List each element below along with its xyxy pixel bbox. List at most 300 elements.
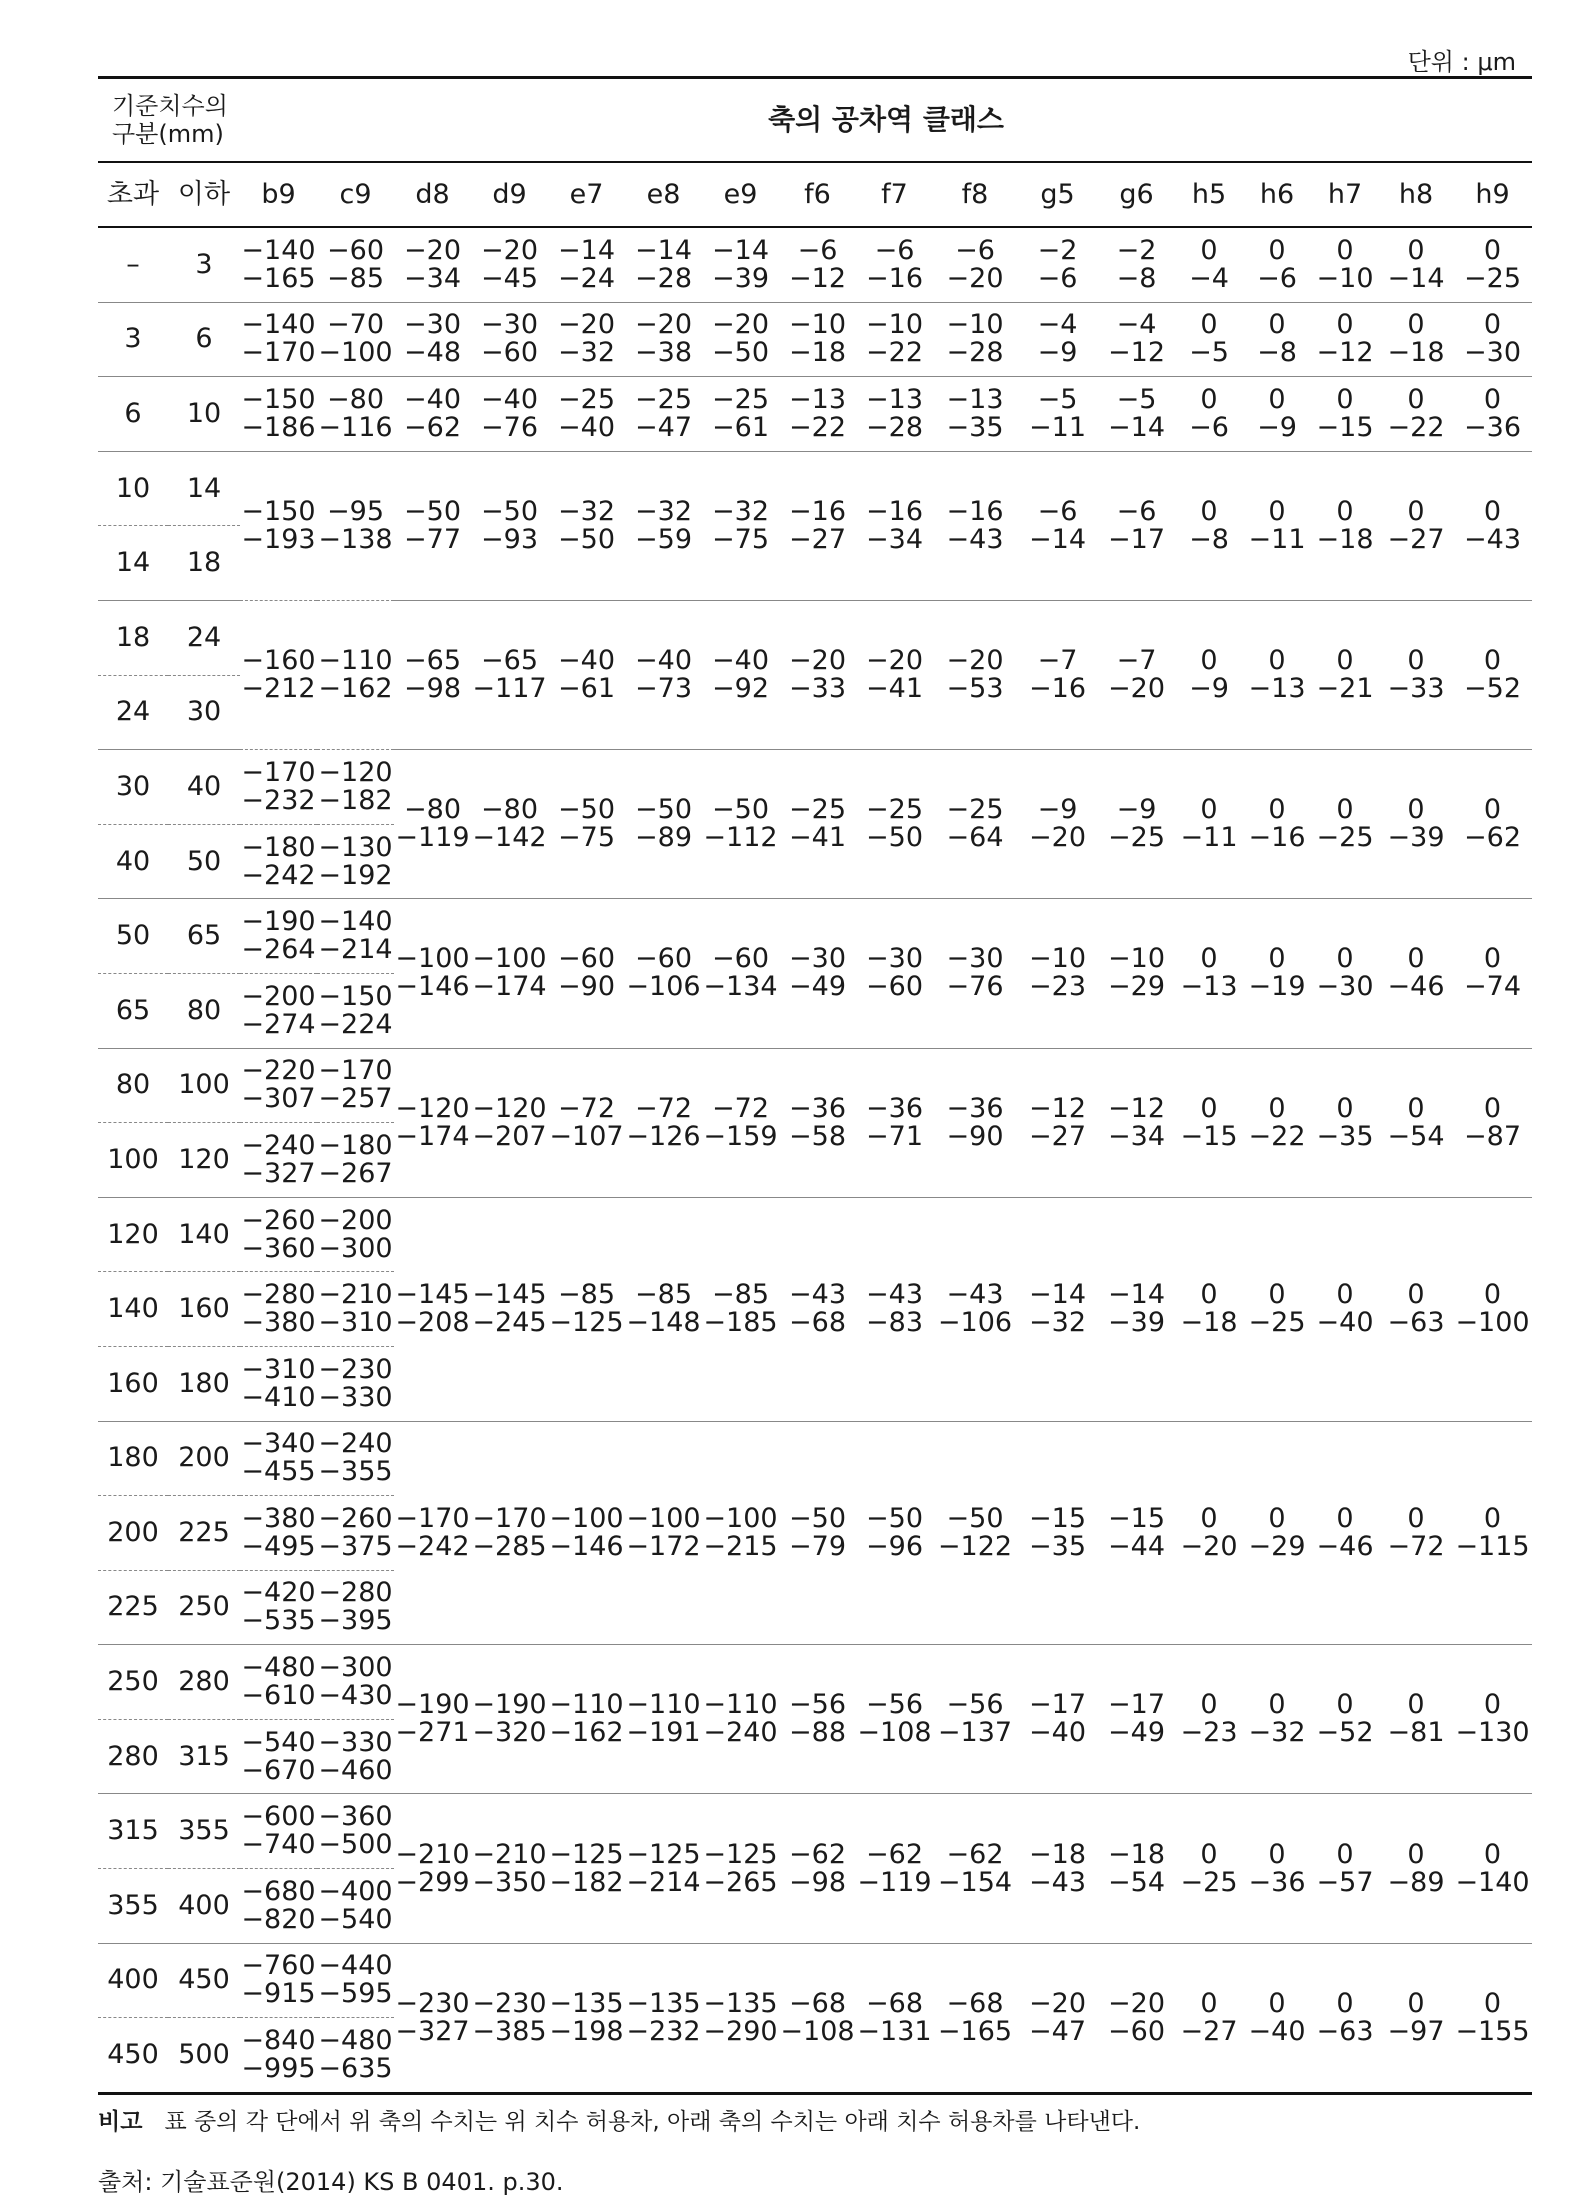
lower-deviation: −61	[712, 411, 769, 443]
lower-deviation: −214	[318, 934, 393, 966]
upper-deviation: −50	[789, 1502, 846, 1534]
tolerance-cell	[702, 1645, 779, 1794]
lower-deviation: −62	[1464, 822, 1522, 854]
lower-deviation: −34	[404, 262, 461, 294]
size-over: 280	[98, 1719, 168, 1794]
tolerance-cell	[240, 1123, 317, 1198]
tolerance-cell	[548, 600, 625, 749]
lower-deviation: −320	[472, 1717, 547, 1749]
tolerance-cell	[548, 1421, 625, 1645]
upper-deviation: 0	[1268, 1689, 1286, 1721]
lower-deviation: −98	[404, 673, 461, 705]
tolerance-cell	[625, 600, 702, 749]
tolerance-cell	[317, 1645, 394, 1720]
lower-deviation: −108	[780, 2015, 855, 2047]
upper-deviation: −420	[241, 1577, 316, 1609]
tolerance-cell	[317, 2018, 394, 2094]
tolerance-cell	[1243, 1645, 1311, 1794]
upper-deviation: 0	[1268, 495, 1286, 527]
tolerance-cell	[1453, 1794, 1532, 1943]
lower-deviation: −20	[946, 262, 1004, 294]
upper-deviation: −80	[481, 794, 538, 826]
tolerance-cell	[1243, 600, 1311, 749]
tolerance-cell	[702, 227, 779, 302]
table-row	[98, 451, 1532, 526]
lower-deviation: −267	[318, 1157, 393, 1189]
upper-deviation: −12	[1029, 1092, 1086, 1124]
tolerance-cell	[317, 302, 394, 377]
lower-deviation: −995	[241, 2053, 316, 2085]
upper-deviation: −9	[1116, 794, 1157, 826]
tolerance-cell	[317, 899, 394, 974]
tolerance-cell	[317, 1794, 394, 1869]
upper-deviation: 0	[1336, 383, 1354, 415]
upper-deviation: 0	[1268, 309, 1286, 341]
upper-deviation: −330	[318, 1726, 393, 1758]
upper-deviation: −380	[241, 1502, 316, 1534]
lower-deviation: −130	[1455, 1717, 1530, 1749]
tolerance-cell	[548, 1048, 625, 1197]
tolerance-cell	[933, 227, 1017, 302]
tolerance-cell	[1175, 377, 1243, 452]
upper-deviation: −15	[1029, 1502, 1086, 1534]
upper-deviation: −80	[327, 383, 384, 415]
tolerance-cell	[1243, 1197, 1311, 1421]
upper-deviation: −240	[241, 1129, 316, 1161]
lower-deviation: −8	[1116, 262, 1157, 294]
tolerance-cell	[1453, 1048, 1532, 1197]
upper-deviation: 0	[1483, 794, 1502, 826]
upper-deviation: −210	[395, 1838, 470, 1870]
tolerance-cell	[394, 600, 471, 749]
upper-deviation: −100	[626, 1502, 701, 1534]
table-row	[98, 899, 1532, 974]
lower-deviation: −35	[1029, 1530, 1086, 1562]
tolerance-cell	[1243, 1048, 1311, 1197]
upper-deviation: −120	[472, 1092, 547, 1124]
tolerance-cell	[471, 899, 548, 1048]
tolerance-cell	[1379, 750, 1453, 899]
tolerance-cell	[548, 1645, 625, 1794]
lower-deviation: −112	[703, 822, 778, 854]
tolerance-cell	[1017, 1645, 1098, 1794]
class-header: h5	[1175, 162, 1243, 227]
upper-deviation: 0	[1407, 943, 1425, 975]
tolerance-cell	[1379, 899, 1453, 1048]
upper-deviation: 0	[1268, 1092, 1286, 1124]
upper-deviation: −20	[866, 645, 923, 677]
tolerance-cell	[779, 227, 856, 302]
tolerance-cell	[1379, 302, 1453, 377]
size-over: 80	[98, 1048, 168, 1123]
upper-deviation: −25	[558, 383, 615, 415]
class-header: f8	[933, 162, 1017, 227]
upper-deviation: −110	[703, 1689, 778, 1721]
size-over: 3	[98, 302, 168, 377]
upper-deviation: −20	[712, 309, 769, 341]
lower-deviation: −20	[1108, 673, 1165, 705]
tolerance-cell	[1379, 1645, 1453, 1794]
class-header: g5	[1017, 162, 1098, 227]
tolerance-cell	[1311, 451, 1379, 600]
lower-deviation: −257	[318, 1083, 393, 1115]
tolerance-cell	[856, 1421, 933, 1645]
upper-deviation: 0	[1407, 495, 1425, 527]
tolerance-cell	[1017, 1421, 1098, 1645]
lower-deviation: −25	[1464, 262, 1522, 294]
lower-deviation: −174	[395, 1120, 470, 1152]
upper-deviation: −125	[549, 1838, 624, 1870]
upper-deviation: −10	[789, 309, 846, 341]
lower-deviation: −88	[789, 1717, 846, 1749]
upper-deviation: 0	[1483, 645, 1502, 677]
lower-deviation: −670	[241, 1754, 316, 1786]
size-upto: 6	[168, 302, 240, 377]
lower-deviation: −6	[1257, 262, 1297, 294]
lower-deviation: −32	[558, 337, 615, 369]
tolerance-cell	[779, 1794, 856, 1943]
upper-deviation: 0	[1407, 234, 1425, 266]
upper-deviation: 0	[1268, 234, 1286, 266]
size-over: 400	[98, 1943, 168, 2018]
lower-deviation: −16	[866, 262, 923, 294]
upper-deviation: −10	[866, 309, 923, 341]
tolerance-cell	[548, 750, 625, 899]
tolerance-cell	[1175, 1421, 1243, 1645]
tolerance-cell	[471, 302, 548, 377]
lower-deviation: −146	[395, 971, 470, 1003]
lower-deviation: −11	[1180, 822, 1238, 854]
lower-deviation: −172	[626, 1530, 701, 1562]
upper-deviation: −145	[472, 1279, 547, 1311]
lower-deviation: −162	[318, 673, 393, 705]
lower-deviation: −17	[1108, 523, 1165, 555]
upper-deviation: −4	[1116, 309, 1157, 341]
tolerance-cell	[1175, 302, 1243, 377]
upper-deviation: −7	[1037, 645, 1078, 677]
upper-deviation: −68	[946, 1987, 1004, 2019]
lower-deviation: −89	[1387, 1866, 1445, 1898]
tolerance-cell	[1453, 1943, 1532, 2093]
tolerance-cell	[933, 1197, 1017, 1421]
lower-deviation: −64	[946, 822, 1004, 854]
tolerance-cell	[1175, 750, 1243, 899]
table-row	[98, 377, 1532, 452]
tolerance-cell	[625, 1197, 702, 1421]
unit-label: 단위 : μm	[1407, 48, 1516, 76]
tolerance-cell	[471, 1197, 548, 1421]
lower-deviation: −38	[635, 337, 692, 369]
tolerance-table	[98, 76, 1532, 2095]
tolerance-cell	[1098, 1197, 1175, 1421]
lower-deviation: −53	[946, 673, 1004, 705]
tolerance-cell	[1098, 377, 1175, 452]
upper-deviation: −72	[712, 1092, 769, 1124]
lower-deviation: −29	[1108, 971, 1165, 1003]
lower-deviation: −72	[1387, 1530, 1445, 1562]
upper-deviation: −135	[703, 1987, 778, 2019]
upper-deviation: −30	[481, 309, 538, 341]
note-text: 표 중의 각 단에서 위 축의 수치는 위 치수 허용차, 아래 축의 수치는 아래 치수 허용차를 나타낸다.	[164, 2108, 1141, 2135]
lower-deviation: −36	[1248, 1866, 1306, 1898]
upper-deviation: −68	[789, 1987, 846, 2019]
tolerance-cell	[1379, 600, 1453, 749]
lower-deviation: −117	[472, 673, 547, 705]
tolerance-cell	[1243, 377, 1311, 452]
tolerance-cell	[1379, 1197, 1453, 1421]
upper-deviation: 0	[1407, 794, 1425, 826]
tolerance-cell	[933, 750, 1017, 899]
tolerance-cell	[1017, 1048, 1098, 1197]
tolerance-cell	[317, 1123, 394, 1198]
upper-deviation: −100	[472, 943, 547, 975]
tolerance-cell	[1243, 1943, 1311, 2093]
size-over: 450	[98, 2018, 168, 2094]
upper-deviation: −2	[1037, 234, 1078, 266]
upper-deviation: −25	[946, 794, 1004, 826]
upper-deviation: −5	[1116, 383, 1157, 415]
upper-deviation: −180	[241, 831, 316, 863]
upper-deviation: −43	[946, 1279, 1004, 1311]
tolerance-cell	[856, 377, 933, 452]
tolerance-cell	[317, 377, 394, 452]
lower-deviation: −159	[703, 1120, 778, 1152]
tolerance-cell	[317, 1272, 394, 1347]
tolerance-cell	[625, 1943, 702, 2093]
upper-deviation: −125	[626, 1838, 701, 1870]
lower-deviation: −740	[241, 1829, 316, 1861]
tolerance-cell	[471, 377, 548, 452]
lower-deviation: −23	[1180, 1717, 1238, 1749]
upper-deviation: 0	[1483, 1689, 1502, 1721]
lower-deviation: −12	[1108, 337, 1165, 369]
lower-deviation: −116	[318, 411, 393, 443]
lower-deviation: −208	[395, 1307, 470, 1339]
upper-deviation: 0	[1407, 1838, 1425, 1870]
tolerance-cell	[1243, 451, 1311, 600]
lower-deviation: −14	[1387, 262, 1445, 294]
upper-deviation: −40	[558, 645, 615, 677]
lower-deviation: −28	[866, 411, 923, 443]
lower-deviation: −32	[1248, 1717, 1306, 1749]
lower-deviation: −30	[1464, 337, 1522, 369]
upper-deviation: 0	[1483, 1092, 1502, 1124]
table-row	[98, 1645, 1532, 1720]
upper-deviation: −40	[481, 383, 538, 415]
lower-deviation: −165	[937, 2015, 1013, 2047]
lower-deviation: −68	[789, 1307, 846, 1339]
tolerance-cell	[702, 1794, 779, 1943]
lower-deviation: −21	[1316, 673, 1374, 705]
tolerance-cell	[779, 1048, 856, 1197]
table-note	[98, 2103, 1516, 2136]
size-over: 14	[98, 526, 168, 601]
lower-deviation: −327	[241, 1157, 316, 1189]
lower-deviation: −134	[703, 971, 778, 1003]
lower-deviation: −122	[937, 1530, 1013, 1562]
upper-deviation: 0	[1268, 383, 1286, 415]
upper-deviation: −10	[1108, 943, 1165, 975]
lower-deviation: −6	[1037, 262, 1078, 294]
tolerance-cell	[856, 750, 933, 899]
header-row-1	[98, 78, 1532, 163]
table-row	[98, 1421, 1532, 1496]
tolerance-cell	[394, 377, 471, 452]
tolerance-cell	[317, 1570, 394, 1645]
tolerance-cell	[1017, 600, 1098, 749]
lower-deviation: −92	[712, 673, 769, 705]
lower-deviation: −108	[857, 1717, 932, 1749]
tolerance-cell	[933, 1048, 1017, 1197]
upper-deviation: −14	[1108, 1279, 1165, 1311]
tolerance-cell	[1017, 1943, 1098, 2093]
upper-deviation: −680	[241, 1875, 316, 1907]
upper-deviation: 0	[1200, 645, 1218, 677]
tolerance-cell	[625, 1645, 702, 1794]
tolerance-cell	[240, 2018, 317, 2094]
upper-deviation: 0	[1336, 309, 1354, 341]
lower-deviation: −4	[1189, 262, 1229, 294]
lower-deviation: −29	[1248, 1530, 1306, 1562]
upper-deviation: −230	[318, 1353, 393, 1385]
upper-deviation: −14	[558, 234, 615, 266]
lower-deviation: −9	[1037, 337, 1078, 369]
tolerance-cell	[1453, 227, 1532, 302]
upper-deviation: −43	[789, 1279, 846, 1311]
tolerance-cell	[702, 1197, 779, 1421]
lower-deviation: −33	[789, 673, 846, 705]
tolerance-cell	[625, 1048, 702, 1197]
tolerance-cell	[240, 1943, 317, 2018]
tolerance-cell	[394, 451, 471, 600]
size-upto: 160	[168, 1272, 240, 1347]
upper-deviation: −600	[241, 1801, 316, 1833]
tolerance-cell	[1017, 1197, 1098, 1421]
upper-deviation: −13	[866, 383, 923, 415]
upper-deviation: 0	[1336, 1092, 1354, 1124]
lower-deviation: −500	[318, 1829, 393, 1861]
lower-deviation: −307	[241, 1083, 316, 1115]
lower-deviation: −25	[1108, 822, 1165, 854]
tolerance-cell	[240, 899, 317, 974]
lower-deviation: −79	[789, 1530, 846, 1562]
class-header: c9	[317, 162, 394, 227]
lower-deviation: −54	[1387, 1120, 1445, 1152]
lower-deviation: −182	[549, 1866, 624, 1898]
lower-deviation: −131	[857, 2015, 932, 2047]
upper-deviation: −14	[712, 234, 769, 266]
tolerance-cell	[394, 1197, 471, 1421]
size-over: 6	[98, 377, 168, 452]
upper-deviation: −310	[241, 1353, 316, 1385]
lower-deviation: −232	[626, 2015, 701, 2047]
tolerance-cell	[1311, 302, 1379, 377]
over-header: 초과	[98, 162, 168, 227]
tolerance-cell	[625, 227, 702, 302]
size-upto: 10	[168, 377, 240, 452]
tolerance-cell	[394, 1048, 471, 1197]
lower-deviation: −395	[318, 1605, 393, 1637]
tolerance-cell	[1311, 1048, 1379, 1197]
lower-deviation: −242	[395, 1530, 470, 1562]
tolerance-cell	[240, 1421, 317, 1496]
tolerance-cell	[1311, 1794, 1379, 1943]
size-upto: 500	[168, 2018, 240, 2094]
upper-deviation: 0	[1336, 943, 1354, 975]
size-over: 50	[98, 899, 168, 974]
upper-deviation: −32	[712, 495, 769, 527]
lower-deviation: −595	[318, 1978, 393, 2010]
tolerance-cell	[1175, 1645, 1243, 1794]
lower-deviation: −39	[1108, 1307, 1165, 1339]
tolerance-cell	[240, 1197, 317, 1272]
upper-deviation: 0	[1483, 234, 1502, 266]
upper-deviation: −340	[241, 1428, 316, 1460]
lower-deviation: −93	[481, 523, 538, 555]
lower-deviation: −49	[789, 971, 846, 1003]
upper-deviation: −60	[558, 943, 615, 975]
tolerance-cell	[856, 1197, 933, 1421]
lower-deviation: −28	[946, 337, 1004, 369]
lower-deviation: −60	[866, 971, 923, 1003]
upper-deviation: −125	[703, 1838, 778, 1870]
lower-deviation: −245	[472, 1307, 547, 1339]
tolerance-cell	[317, 1421, 394, 1496]
upper-deviation: 0	[1200, 1987, 1218, 2019]
tolerance-cell	[317, 750, 394, 825]
lower-deviation: −22	[866, 337, 923, 369]
upper-deviation: −480	[318, 2025, 393, 2057]
size-upto: 120	[168, 1123, 240, 1198]
tolerance-cell	[1311, 750, 1379, 899]
size-over: 355	[98, 1869, 168, 1944]
table-row	[98, 227, 1532, 302]
upper-deviation: −32	[635, 495, 692, 527]
tolerance-cell	[1243, 750, 1311, 899]
tolerance-cell	[240, 377, 317, 452]
upper-deviation: 0	[1336, 1502, 1354, 1534]
upper-deviation: −140	[241, 234, 316, 266]
lower-deviation: −299	[395, 1866, 470, 1898]
tolerance-cell	[317, 1048, 394, 1123]
class-header: h7	[1311, 162, 1379, 227]
tolerance-cell	[548, 1794, 625, 1943]
lower-deviation: −224	[318, 1008, 393, 1040]
upper-deviation: −25	[789, 794, 846, 826]
upper-deviation: −280	[318, 1577, 393, 1609]
lower-deviation: −48	[404, 337, 461, 369]
lower-deviation: −119	[857, 1866, 932, 1898]
tolerance-cell	[1017, 750, 1098, 899]
upper-deviation: 0	[1336, 1838, 1354, 1870]
tolerance-cell	[933, 1421, 1017, 1645]
upper-deviation: −100	[395, 943, 470, 975]
tolerance-cell	[548, 227, 625, 302]
size-range-label-line2: 구분(mm)	[112, 120, 224, 148]
tolerance-cell	[856, 1645, 933, 1794]
tolerance-cell	[625, 377, 702, 452]
upper-deviation: −110	[318, 645, 393, 677]
tolerance-cell	[1098, 302, 1175, 377]
upper-deviation: 0	[1336, 234, 1354, 266]
tolerance-cell	[240, 750, 317, 825]
lower-deviation: −385	[472, 2015, 547, 2047]
lower-deviation: −12	[789, 262, 846, 294]
size-upto: 315	[168, 1719, 240, 1794]
table-row	[98, 750, 1532, 825]
upper-deviation: −72	[558, 1092, 615, 1124]
upper-deviation: −56	[789, 1689, 846, 1721]
